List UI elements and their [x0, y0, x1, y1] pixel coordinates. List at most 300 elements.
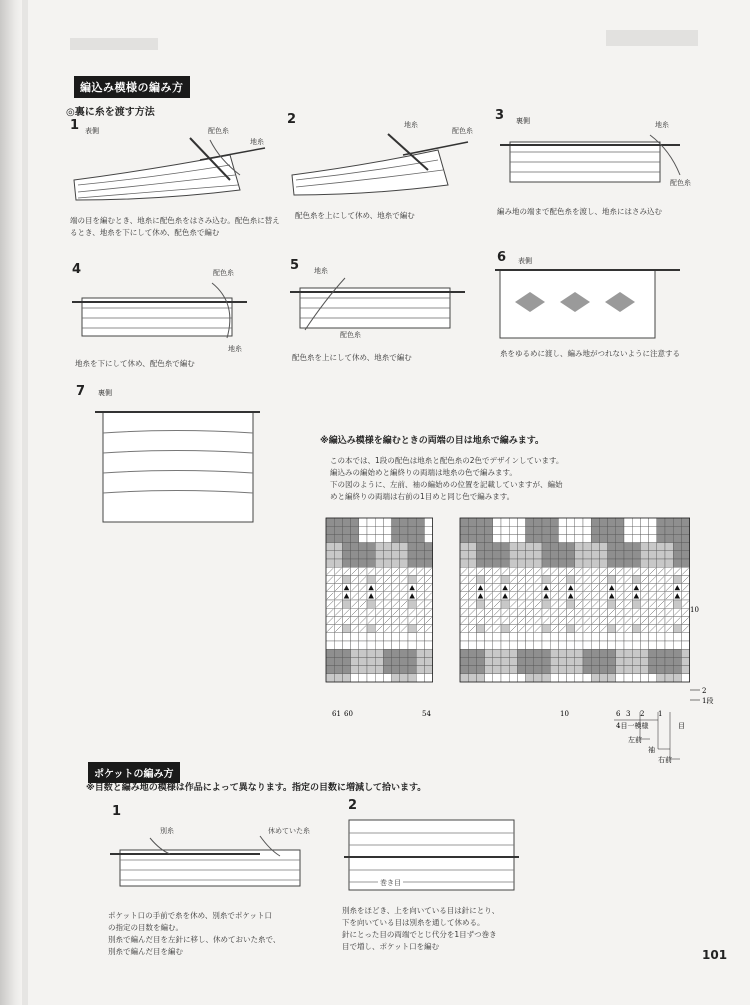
- chart-cell: [526, 649, 534, 657]
- chart-cell: [640, 649, 648, 657]
- chart-cell: [624, 666, 632, 674]
- chart-cell: [342, 666, 350, 674]
- chart-cell: [517, 633, 525, 641]
- chart-cell: [383, 518, 391, 526]
- chart-cell: [326, 674, 334, 682]
- step-caption: 地糸を下にして休め、配色糸で編む: [75, 359, 195, 368]
- chart-cell: [375, 518, 383, 526]
- yarn-label: 配色糸: [452, 127, 473, 135]
- chart-cell: [468, 551, 476, 559]
- chart-cell: [408, 551, 416, 559]
- chart-cell: [649, 551, 657, 559]
- chart-cell: [485, 518, 493, 526]
- chart-cell: [367, 518, 375, 526]
- chart-cell: [640, 543, 648, 551]
- column-label: 3: [626, 710, 631, 718]
- chart-cell: [476, 641, 484, 649]
- chart-cell: [608, 575, 616, 583]
- chart-cell: [558, 649, 566, 657]
- chart-cell: [608, 666, 616, 674]
- chart-cell: [640, 674, 648, 682]
- chart-cell: [608, 649, 616, 657]
- chart-cell: [542, 625, 550, 633]
- chart-cell: [509, 543, 517, 551]
- chart-cell: [567, 559, 575, 567]
- chart-cell: [616, 543, 624, 551]
- chart-cell: [460, 674, 468, 682]
- chart-cell: [367, 600, 375, 608]
- chart-cell: [665, 551, 673, 559]
- chart-cell: [681, 674, 689, 682]
- chart-cell: [342, 633, 350, 641]
- step-number: 1: [70, 118, 80, 133]
- bleed-through-mark: [70, 38, 158, 50]
- chart-cell: [616, 518, 624, 526]
- chart-cell: [649, 534, 657, 542]
- chart-cell: [501, 625, 509, 633]
- chart-cell: [550, 518, 558, 526]
- chart-cell: [476, 666, 484, 674]
- chart-cell: [375, 657, 383, 665]
- chart-cell: [542, 600, 550, 608]
- chart-cell: [501, 666, 509, 674]
- chart-cell: [326, 666, 334, 674]
- chart-cell: [640, 633, 648, 641]
- chart-cell: [400, 657, 408, 665]
- chart-cell: [416, 543, 424, 551]
- chart-cell: [542, 559, 550, 567]
- chart-cell: [624, 657, 632, 665]
- chart-cell: [342, 543, 350, 551]
- chart-cell: [392, 551, 400, 559]
- chart-cell: [599, 666, 607, 674]
- chart-cell: [326, 657, 334, 665]
- chart-cell: [375, 633, 383, 641]
- knitting-illustration: [95, 398, 265, 528]
- chart-cell: [534, 649, 542, 657]
- chart-cell: [468, 649, 476, 657]
- chart-cell: [468, 666, 476, 674]
- chart-cell: [359, 649, 367, 657]
- chart-cell: [649, 649, 657, 657]
- chart-cell: [383, 526, 391, 534]
- chart-cell: [342, 526, 350, 534]
- chart-cell: [567, 649, 575, 657]
- chart-cell: [558, 666, 566, 674]
- chart-cell: [501, 559, 509, 567]
- chart-cell: [542, 641, 550, 649]
- chart-cell: [468, 543, 476, 551]
- chart-cell: [608, 518, 616, 526]
- chart-cell: [526, 674, 534, 682]
- chart-cell: [367, 625, 375, 633]
- chart-cell: [526, 666, 534, 674]
- chart-cell: [367, 534, 375, 542]
- chart-cell: [673, 666, 681, 674]
- chart-cell: [501, 674, 509, 682]
- chart-cell: [665, 543, 673, 551]
- chart-cell: [591, 559, 599, 567]
- chart-cell: [591, 633, 599, 641]
- yarn-label: 地糸: [314, 267, 328, 275]
- chart-cell: [476, 600, 484, 608]
- start-label: 袖: [648, 746, 655, 754]
- chart-cell: [367, 649, 375, 657]
- chart-cell: [342, 649, 350, 657]
- chart-cell: [583, 543, 591, 551]
- chart-cell: [400, 666, 408, 674]
- chart-cell: [542, 666, 550, 674]
- chart-cell: [460, 649, 468, 657]
- chart-cell: [681, 526, 689, 534]
- chart-cell: [534, 559, 542, 567]
- chart-cell: [517, 526, 525, 534]
- chart-cell: [583, 551, 591, 559]
- chart-cell: [583, 518, 591, 526]
- chart-cell: [351, 649, 359, 657]
- section-title: 編込み模様の編み方: [74, 76, 190, 98]
- chart-cell: [665, 518, 673, 526]
- chart-cell: [665, 657, 673, 665]
- chart-cell: [608, 641, 616, 649]
- yarn-label: 配色糸: [213, 269, 234, 277]
- chart-cell: [526, 559, 534, 567]
- chart-cell: [550, 674, 558, 682]
- chart-cell: [460, 641, 468, 649]
- chart-cell: [392, 649, 400, 657]
- chart-cell: [665, 674, 673, 682]
- yarn-label: 地糸: [655, 121, 669, 129]
- chart-cell: [526, 534, 534, 542]
- chart-cell: [657, 674, 665, 682]
- chart-cell: [632, 534, 640, 542]
- chart-cell: [591, 666, 599, 674]
- chart-cell: [526, 641, 534, 649]
- chart-cell: [359, 559, 367, 567]
- chart-cell: [599, 559, 607, 567]
- chart-cell: [632, 666, 640, 674]
- pocket-note: ※目数と編み地の模様は作品によって異なります。指定の目数に増減して拾います。: [86, 783, 427, 793]
- chart-cell: [624, 518, 632, 526]
- chart-cell: [534, 534, 542, 542]
- chart-cell: [493, 518, 501, 526]
- chart-cell: [550, 543, 558, 551]
- chart-cell: [400, 551, 408, 559]
- chart-cell: [359, 518, 367, 526]
- chart-cell: [392, 674, 400, 682]
- chart-cell: [476, 575, 484, 583]
- chart-cell: [493, 534, 501, 542]
- chart-cell: [550, 666, 558, 674]
- caption-line: 針にとった目の両端でとじ代分を1目ずつ巻き: [342, 930, 497, 939]
- chart-cell: [342, 657, 350, 665]
- chart-cell: [375, 543, 383, 551]
- chart-cell: [599, 526, 607, 534]
- chart-cell: [517, 649, 525, 657]
- yarn-label: 別糸: [160, 827, 174, 835]
- chart-cell: [649, 543, 657, 551]
- chart-cell: [351, 633, 359, 641]
- chart-cell: [400, 518, 408, 526]
- chart-cell: [616, 534, 624, 542]
- chart-cell: [326, 534, 334, 542]
- chart-cell: [408, 534, 416, 542]
- chart-cell: [342, 518, 350, 526]
- chart-cell: [583, 657, 591, 665]
- chart-cell: [416, 641, 424, 649]
- chart-cell: [649, 674, 657, 682]
- chart-cell: [616, 674, 624, 682]
- chart-cell: [359, 657, 367, 665]
- chart-cell: [468, 526, 476, 534]
- chart-cell: [616, 641, 624, 649]
- chart-cell: [342, 551, 350, 559]
- chart-cell: [359, 543, 367, 551]
- chart-cell: [460, 633, 468, 641]
- chart-cell: [485, 649, 493, 657]
- chart-cell: [408, 649, 416, 657]
- chart-cell: [542, 518, 550, 526]
- chart-cell: [383, 551, 391, 559]
- chart-cell: [359, 551, 367, 559]
- chart-cell: [608, 674, 616, 682]
- chart-cell: [542, 534, 550, 542]
- chart-cell: [493, 551, 501, 559]
- chart-cell: [575, 666, 583, 674]
- chart-cell: [416, 534, 424, 542]
- chart-cell: [575, 518, 583, 526]
- chart-cell: [558, 641, 566, 649]
- chart-cell: [558, 633, 566, 641]
- chart-cell: [351, 666, 359, 674]
- knitting-illustration: [495, 262, 690, 342]
- note-line: 下の図のように、左前、袖の編始めの位置を記載していますが、編始: [330, 480, 563, 489]
- chart-cell: [649, 657, 657, 665]
- chart-cell: [334, 649, 342, 657]
- chart-cell: [681, 657, 689, 665]
- chart-cell: [424, 674, 432, 682]
- chart-cell: [673, 657, 681, 665]
- step-caption: 端の目を編むとき、地糸に配色糸をはさみ込む。配色糸に替えるとき、地糸を下にして休め、配色糸で編む: [70, 216, 280, 237]
- chart-cell: [460, 666, 468, 674]
- chart-cell: [392, 534, 400, 542]
- chart-cell: [493, 543, 501, 551]
- chart-cell: [408, 657, 416, 665]
- chart-left-block: [326, 518, 433, 682]
- chart-cell: [408, 526, 416, 534]
- chart-cell: [476, 559, 484, 567]
- chart-cell: [608, 600, 616, 608]
- chart-cell: [334, 674, 342, 682]
- chart-cell: [591, 551, 599, 559]
- chart-cell: [567, 641, 575, 649]
- chart-cell: [624, 633, 632, 641]
- chart-cell: [383, 657, 391, 665]
- chart-cell: [509, 534, 517, 542]
- chart-cell: [342, 600, 350, 608]
- step-side-label: 裏側: [516, 117, 530, 125]
- chart-cell: [383, 534, 391, 542]
- chart-cell: [640, 559, 648, 567]
- chart-cell: [616, 657, 624, 665]
- chart-cell: [392, 666, 400, 674]
- chart-cell: [649, 633, 657, 641]
- chart-cell: [424, 559, 432, 567]
- chart-cell: [351, 534, 359, 542]
- chart-cell: [493, 649, 501, 657]
- chart-cell: [542, 657, 550, 665]
- chart-cell: [673, 534, 681, 542]
- chart-cell: [534, 657, 542, 665]
- chart-cell: [460, 551, 468, 559]
- chart-cell: [392, 526, 400, 534]
- chart-cell: [485, 551, 493, 559]
- chart-cell: [616, 559, 624, 567]
- chart-cell: [632, 551, 640, 559]
- chart-cell: [632, 674, 640, 682]
- chart-cell: [534, 518, 542, 526]
- chart-cell: [383, 641, 391, 649]
- chart-cell: [575, 657, 583, 665]
- chart-cell: [408, 625, 416, 633]
- chart-cell: [517, 666, 525, 674]
- chart-cell: [509, 674, 517, 682]
- chart-cell: [367, 575, 375, 583]
- chart-cell: [326, 551, 334, 559]
- chart-cell: [608, 543, 616, 551]
- chart-cell: [640, 534, 648, 542]
- chart-cell: [334, 518, 342, 526]
- chart-cell: [550, 526, 558, 534]
- chart-cell: [567, 633, 575, 641]
- step-number: 5: [290, 258, 300, 273]
- chart-cell: [608, 633, 616, 641]
- chart-cell: [334, 666, 342, 674]
- chart-cell: [567, 625, 575, 633]
- chart-cell: [608, 551, 616, 559]
- chart-cell: [408, 641, 416, 649]
- chart-cell: [567, 666, 575, 674]
- chart-cell: [383, 666, 391, 674]
- chart-cell: [375, 641, 383, 649]
- chart-cell: [526, 518, 534, 526]
- chart-cell: [575, 526, 583, 534]
- chart-cell: [509, 666, 517, 674]
- chart-cell: [326, 526, 334, 534]
- chart-cell: [367, 543, 375, 551]
- chart-cell: [383, 674, 391, 682]
- chart-cell: [460, 518, 468, 526]
- note-line: めと編終りの両端は右前の1目めと同じ色で編みます。: [330, 492, 515, 501]
- chart-cell: [657, 518, 665, 526]
- chart-cell: [599, 543, 607, 551]
- chart-cell: [517, 543, 525, 551]
- chart-cell: [624, 559, 632, 567]
- chart-cell: [493, 657, 501, 665]
- chart-cell: [608, 625, 616, 633]
- chart-cell: [681, 551, 689, 559]
- yarn-label: 地糸: [228, 345, 242, 353]
- chart-cell: [375, 674, 383, 682]
- chart-cell: [509, 551, 517, 559]
- chart-cell: [476, 633, 484, 641]
- chart-cell: [673, 641, 681, 649]
- step-caption: 配色糸を上にして休め、地糸で編む: [295, 211, 415, 220]
- chart-cell: [501, 526, 509, 534]
- step-side-label: 表側: [85, 127, 99, 135]
- chart-cell: [334, 641, 342, 649]
- chart-cell: [583, 674, 591, 682]
- chart-cell: [616, 633, 624, 641]
- yarn-label: 巻き目: [380, 879, 401, 887]
- chart-cell: [517, 534, 525, 542]
- chart-cell: [616, 526, 624, 534]
- step-number: 7: [76, 384, 86, 399]
- chart-cell: [550, 559, 558, 567]
- chart-cell: [558, 543, 566, 551]
- chart-cell: [640, 551, 648, 559]
- chart-cell: [476, 625, 484, 633]
- chart-cell: [632, 633, 640, 641]
- chart-cell: [681, 559, 689, 567]
- chart-cell: [673, 674, 681, 682]
- chart-cell: [665, 559, 673, 567]
- chart-cell: [599, 649, 607, 657]
- chart-cell: [542, 575, 550, 583]
- step-number: 2: [348, 798, 358, 813]
- chart-cell: [591, 641, 599, 649]
- chart-cell: [485, 633, 493, 641]
- knitting-illustration: [288, 130, 478, 200]
- chart-cell: [485, 534, 493, 542]
- chart-cell: [334, 633, 342, 641]
- chart-cell: [392, 657, 400, 665]
- chart-cell: [501, 600, 509, 608]
- chart-cell: [351, 559, 359, 567]
- chart-cell: [583, 559, 591, 567]
- chart-cell: [534, 641, 542, 649]
- chart-cell: [476, 518, 484, 526]
- chart-cell: [383, 543, 391, 551]
- chart-cell: [591, 543, 599, 551]
- chart-cell: [416, 674, 424, 682]
- chart-cell: [657, 551, 665, 559]
- chart-cell: [424, 666, 432, 674]
- chart-cell: [534, 666, 542, 674]
- start-label: 右前: [658, 756, 672, 764]
- chart-cell: [517, 518, 525, 526]
- note-title: ※編込み模様を編むときの両端の目は地糸で編みます。: [320, 436, 545, 446]
- yarn-label: 配色糸: [340, 331, 361, 339]
- colorwork-chart: [318, 512, 728, 772]
- chart-cell: [640, 518, 648, 526]
- binding-gutter: [0, 0, 22, 1005]
- chart-cell: [665, 641, 673, 649]
- chart-cell: [673, 543, 681, 551]
- chart-cell: [392, 518, 400, 526]
- chart-cell: [400, 543, 408, 551]
- chart-cell: [392, 633, 400, 641]
- chart-cell: [649, 666, 657, 674]
- chart-cell: [657, 641, 665, 649]
- chart-cell: [424, 543, 432, 551]
- legend-label: 4目一模様: [616, 722, 649, 730]
- chart-cell: [591, 657, 599, 665]
- chart-cell: [517, 657, 525, 665]
- chart-cell: [575, 543, 583, 551]
- chart-cell: [359, 526, 367, 534]
- chart-cell: [468, 633, 476, 641]
